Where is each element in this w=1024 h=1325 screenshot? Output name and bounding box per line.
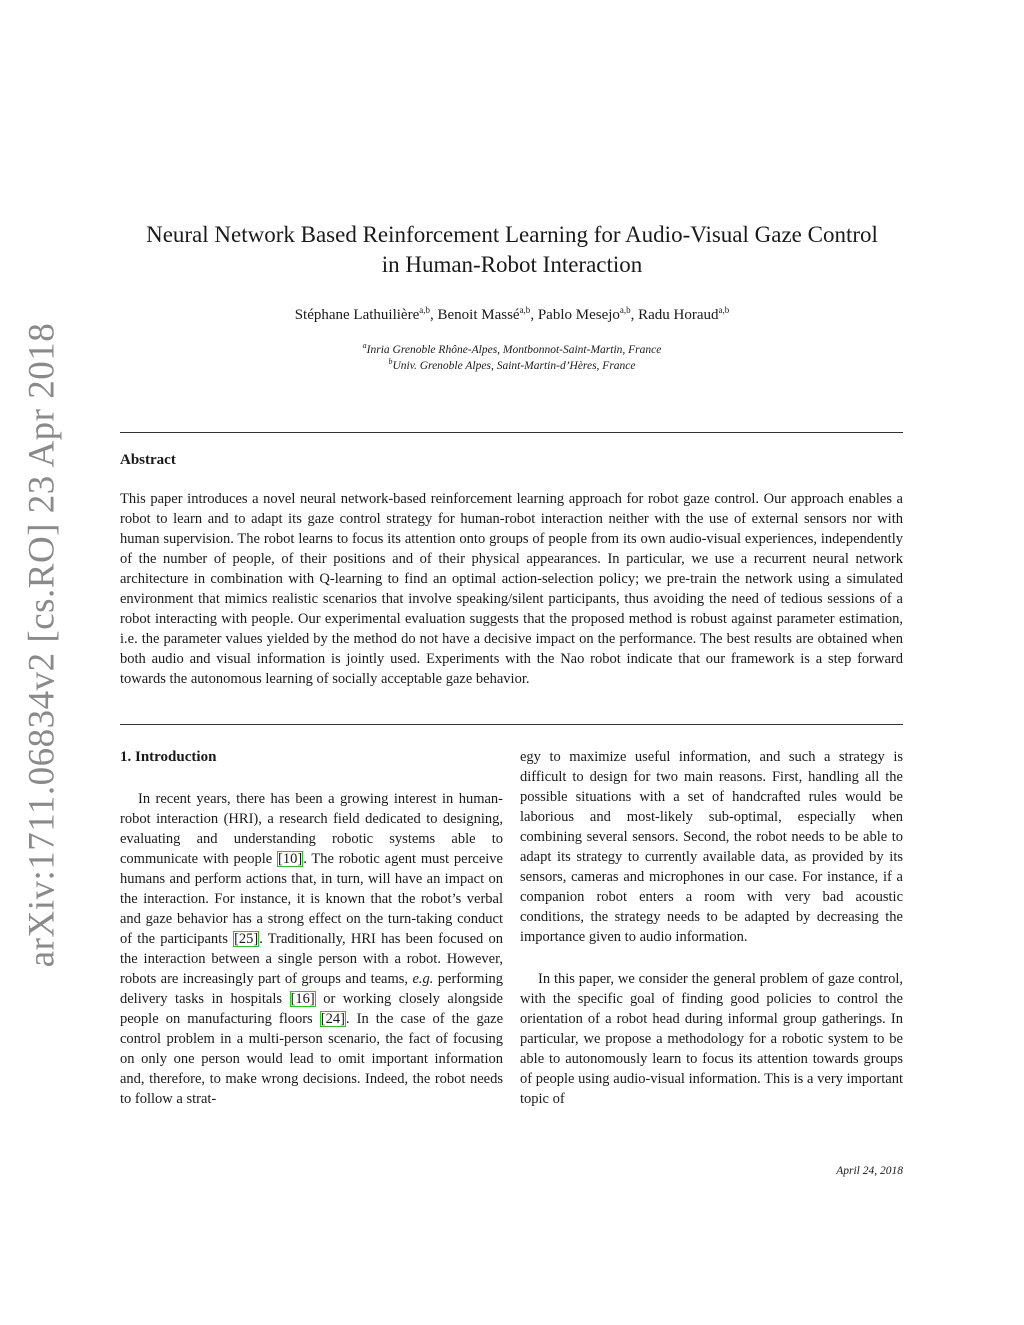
abstract-bottom-rule bbox=[120, 724, 903, 725]
abstract-heading: Abstract bbox=[120, 452, 176, 468]
paper-title bbox=[120, 220, 904, 280]
title-line-2: in Human-Robot Interaction bbox=[381, 252, 643, 277]
author-name: Stéphane Lathuilière bbox=[294, 307, 420, 323]
text-run: or working closely alongside people on manufacturing floors bbox=[120, 991, 503, 1027]
section-heading-introduction: 1. Introduction bbox=[120, 749, 217, 765]
author-name: Radu Horaud bbox=[638, 307, 719, 323]
abstract-text: This paper introduces a novel neural network-based reinforcement learning approach for robot gaze control. Our approach enables a robot to learn and to adapt its gaze control strategy for human-robot interaction neither with the use of external sensors nor with human supervision. The robot learns to focus its attention onto groups of people from its own audio-visual experiences, independently of the number of people, of their positions and of their physical appearances. In particular, we use a recurrent neural network architecture in combination with Q-learning to find an optimal action-selection policy; we pre-train the network using a simulated environment that mimics realistic scenarios that involve speaking/silent participants, thus avoiding the need of tedious sessions of a robot interacting with people. Our experimental evaluation suggests that the proposed method is robust against parameter estimation, i.e. the parameter values yielded by the method do not have a decisive impact on the performance. The best results are obtained when both audio and visual information is jointly used. Experiments with the Nao robot indicate that our framework is a step forward towards the autonomous learning of socially acceptable gaze behavior. bbox=[120, 491, 903, 687]
text-run: performing delivery tasks in hospitals bbox=[120, 971, 503, 1007]
author-list bbox=[120, 305, 904, 325]
text-run: In recent years, there has been a growing interest in human-robot interaction (HRI), a research field dedicated to designing, evaluating and understanding robotic systems able to communicate with people bbox=[120, 791, 503, 867]
affiliation-text: Univ. Grenoble Alpes, Saint-Martin-d’Hères, France bbox=[392, 359, 636, 372]
affiliation-list bbox=[120, 343, 904, 374]
affiliation-text: Inria Grenoble Rhône-Alpes, Montbonnot-Saint-Martin, France bbox=[366, 344, 662, 356]
title-line-1: Neural Network Based Reinforcement Learning for Audio-Visual Gaze Control bbox=[146, 222, 878, 247]
affiliation-mark: b bbox=[388, 356, 393, 366]
author-affil-mark: a,b bbox=[619, 305, 631, 315]
citation-link[interactable]: [25] bbox=[234, 931, 259, 947]
arxiv-identifier: arXiv:1711.06834v2 [cs.RO] 23 Apr 2018 bbox=[21, 322, 63, 968]
affiliation-a bbox=[120, 343, 904, 359]
author-name: Pablo Mesejo bbox=[537, 307, 620, 323]
citation-link[interactable]: [24] bbox=[320, 1011, 345, 1027]
intro-paragraph-1 bbox=[120, 789, 503, 1109]
author-affil-mark: a,b bbox=[419, 305, 430, 315]
footer-date: April 24, 2018 bbox=[836, 1165, 903, 1177]
citation-link[interactable]: [10] bbox=[278, 851, 303, 867]
affiliation-b bbox=[120, 356, 904, 375]
affiliation-mark: a bbox=[362, 341, 367, 351]
author-affil-mark: a,b bbox=[718, 305, 730, 315]
author-name: Benoit Massé bbox=[437, 307, 520, 323]
intro-paragraph-2: In this paper, we consider the general problem of gaze control, with the specific goal of finding good policies to control the orientation of a robot head during informal group gatherings. In particular, we propose a methodology for a robotic system to be able to autonomously learn to focus its attention towards groups of people using audio-visual information. This is a very important topic of bbox=[520, 971, 903, 1107]
citation-link[interactable]: [16] bbox=[290, 991, 315, 1007]
author-separator: , bbox=[630, 307, 639, 323]
text-run-italic: e.g. bbox=[412, 971, 434, 987]
text-run: . In the case of the gaze control problem in a multi-person scenario, the fact of focusing on only one person would lead to omit important information and, therefore, to make wrong decisions. Indeed, the robot needs to follow a strat- bbox=[120, 1011, 504, 1107]
author-affil-mark: a,b bbox=[519, 305, 531, 315]
right-column bbox=[520, 747, 903, 1109]
author-separator: , bbox=[429, 307, 438, 323]
abstract-top-rule bbox=[120, 432, 903, 433]
left-column bbox=[120, 747, 503, 1109]
text-run: . Traditionally, HRI has been focused on the interaction between a single person with a robot. However, robots are increasingly part of groups and teams, bbox=[120, 931, 503, 987]
text-run: . The robotic agent must perceive humans and perform actions that, in turn, will have an impact on the interaction. For instance, it is known that the robot’s verbal and gaze behavior has a strong effect on the turn-taking conduct of the participants bbox=[120, 851, 503, 947]
intro-paragraph-1-continued: egy to maximize useful information, and such a strategy is difficult to design for two main reasons. First, handling all the possible situations with a set of handcrafted rules would be laborious and most-likely sub-optimal, especially when combining several sensors. Second, the robot needs to be able to adapt its strategy to currently available data, as provided by its sensors, cameras and microphones in our case. For instance, if a companion robot enters a room with very bad acoustic conditions, the strategy needs to be adapted by decreasing the importance given to audio information. bbox=[520, 749, 903, 945]
author-separator: , bbox=[530, 307, 538, 323]
